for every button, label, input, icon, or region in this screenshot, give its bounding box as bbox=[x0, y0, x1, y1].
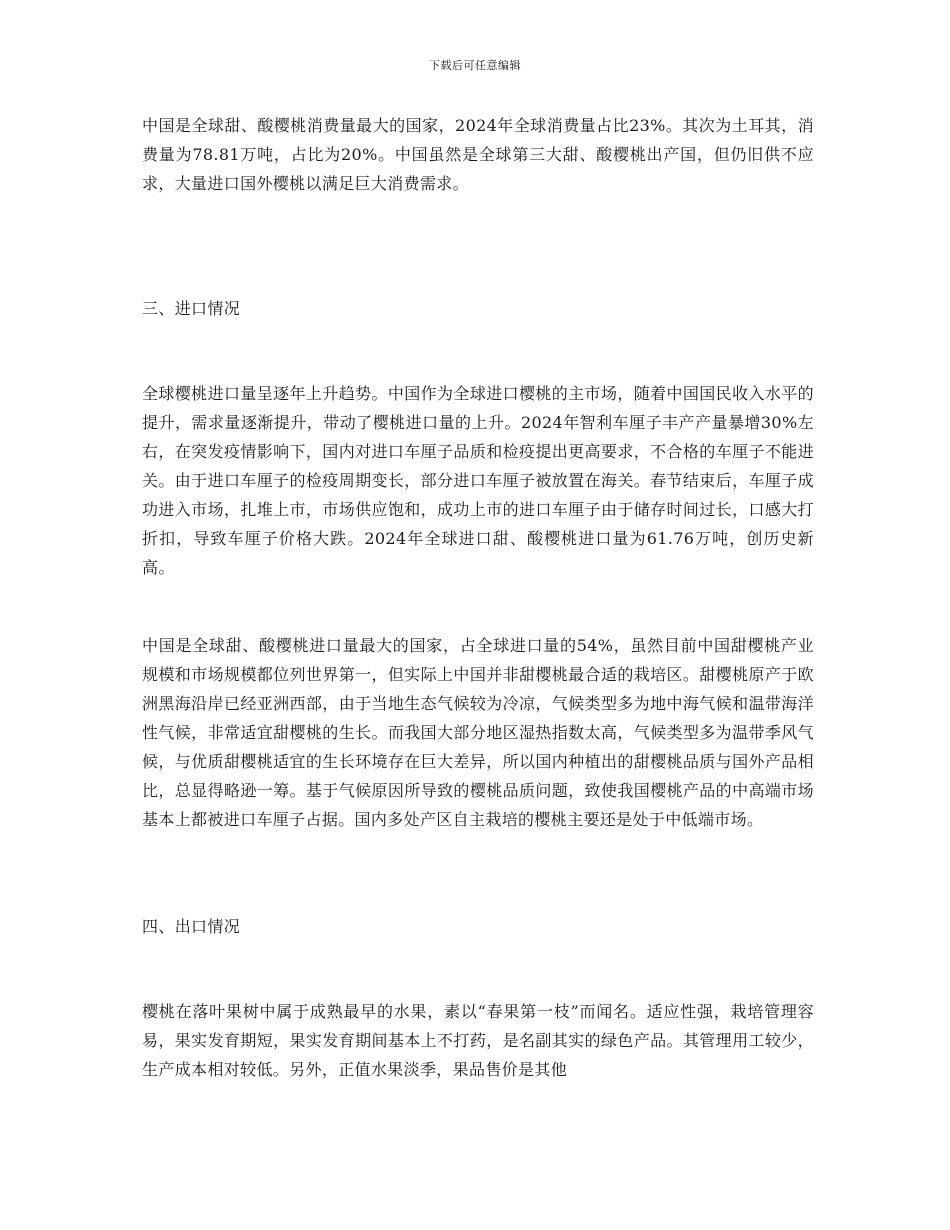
paragraph-consumption: 中国是全球甜、酸樱桃消费量最大的国家，2024年全球消费量占比23%。其次为土耳其，消费量为78.81万吨，占比为20%。中国虽然是全球第三大甜、酸樱桃出产国，但仍旧供不应求，大量进口国外樱桃以满足巨大消费需求。 bbox=[142, 116, 814, 193]
page-header: 下载后可任意编辑 bbox=[429, 59, 521, 72]
paragraph-china-import: 中国是全球甜、酸樱桃进口量最大的国家，占全球进口量的54%，虽然目前中国甜樱桃产业规模和市场规模都位列世界第一，但实际上中国并非甜樱桃最合适的栽培区。甜樱桃原产于欧洲黑海沿岸已经亚洲西部，由于当地生态气候较为冷凉，气候类型多为地中海气候和温带海洋性气候，非常适宜甜樱桃的生长。而我国大部分地区湿热指数太高，气候类型多为温带季风气候，与优质甜樱桃适宜的生长环境存在巨大差异，所以国内种植出的甜樱桃品质与国外产品相比，总显得略逊一筹。基于气候原因所导致的樱桃品质问题，致使我国樱桃产品的中高端市场基本上都被进口车厘子占据。国内多处产区自主栽培的樱桃主要还是处于中低端市场。 bbox=[142, 636, 814, 829]
paragraph-import-trend: 全球樱桃进口量呈逐年上升趋势。中国作为全球进口樱桃的主市场，随着中国国民收入水平的提升，需求量逐渐提升，带动了樱桃进口量的上升。2024年智利车厘子丰产产量暴增30%左右，在突发疫情影响下，国内对进口车厘子品质和检疫提出更高要求，不合格的车厘子不能进关。由于进口车厘子的检疫周期变长，部分进口车厘子被放置在海关。春节结束后，车厘子成功进入市场，扎堆上市，市场供应饱和，成功上市的进口车厘子由于储存时间过长，口感大打折扣，导致车厘子价格大跌。2024年全球进口甜、酸樱桃进口量为61.76万吨，创历史新高。 bbox=[142, 384, 814, 577]
section-heading-import: 三、进口情况 bbox=[142, 299, 241, 318]
paragraph-export: 樱桃在落叶果树中属于成熟最早的水果，素以“春果第一枝”而闻名。适应性强，栽培管理容易，果实发育期短，果实发育期间基本上不打药，是名副其实的绿色产品。其管理用工较少，生产成本相对较低。另外，正值水果淡季，果品售价是其他 bbox=[142, 1002, 814, 1079]
section-heading-export: 四、出口情况 bbox=[142, 917, 241, 936]
